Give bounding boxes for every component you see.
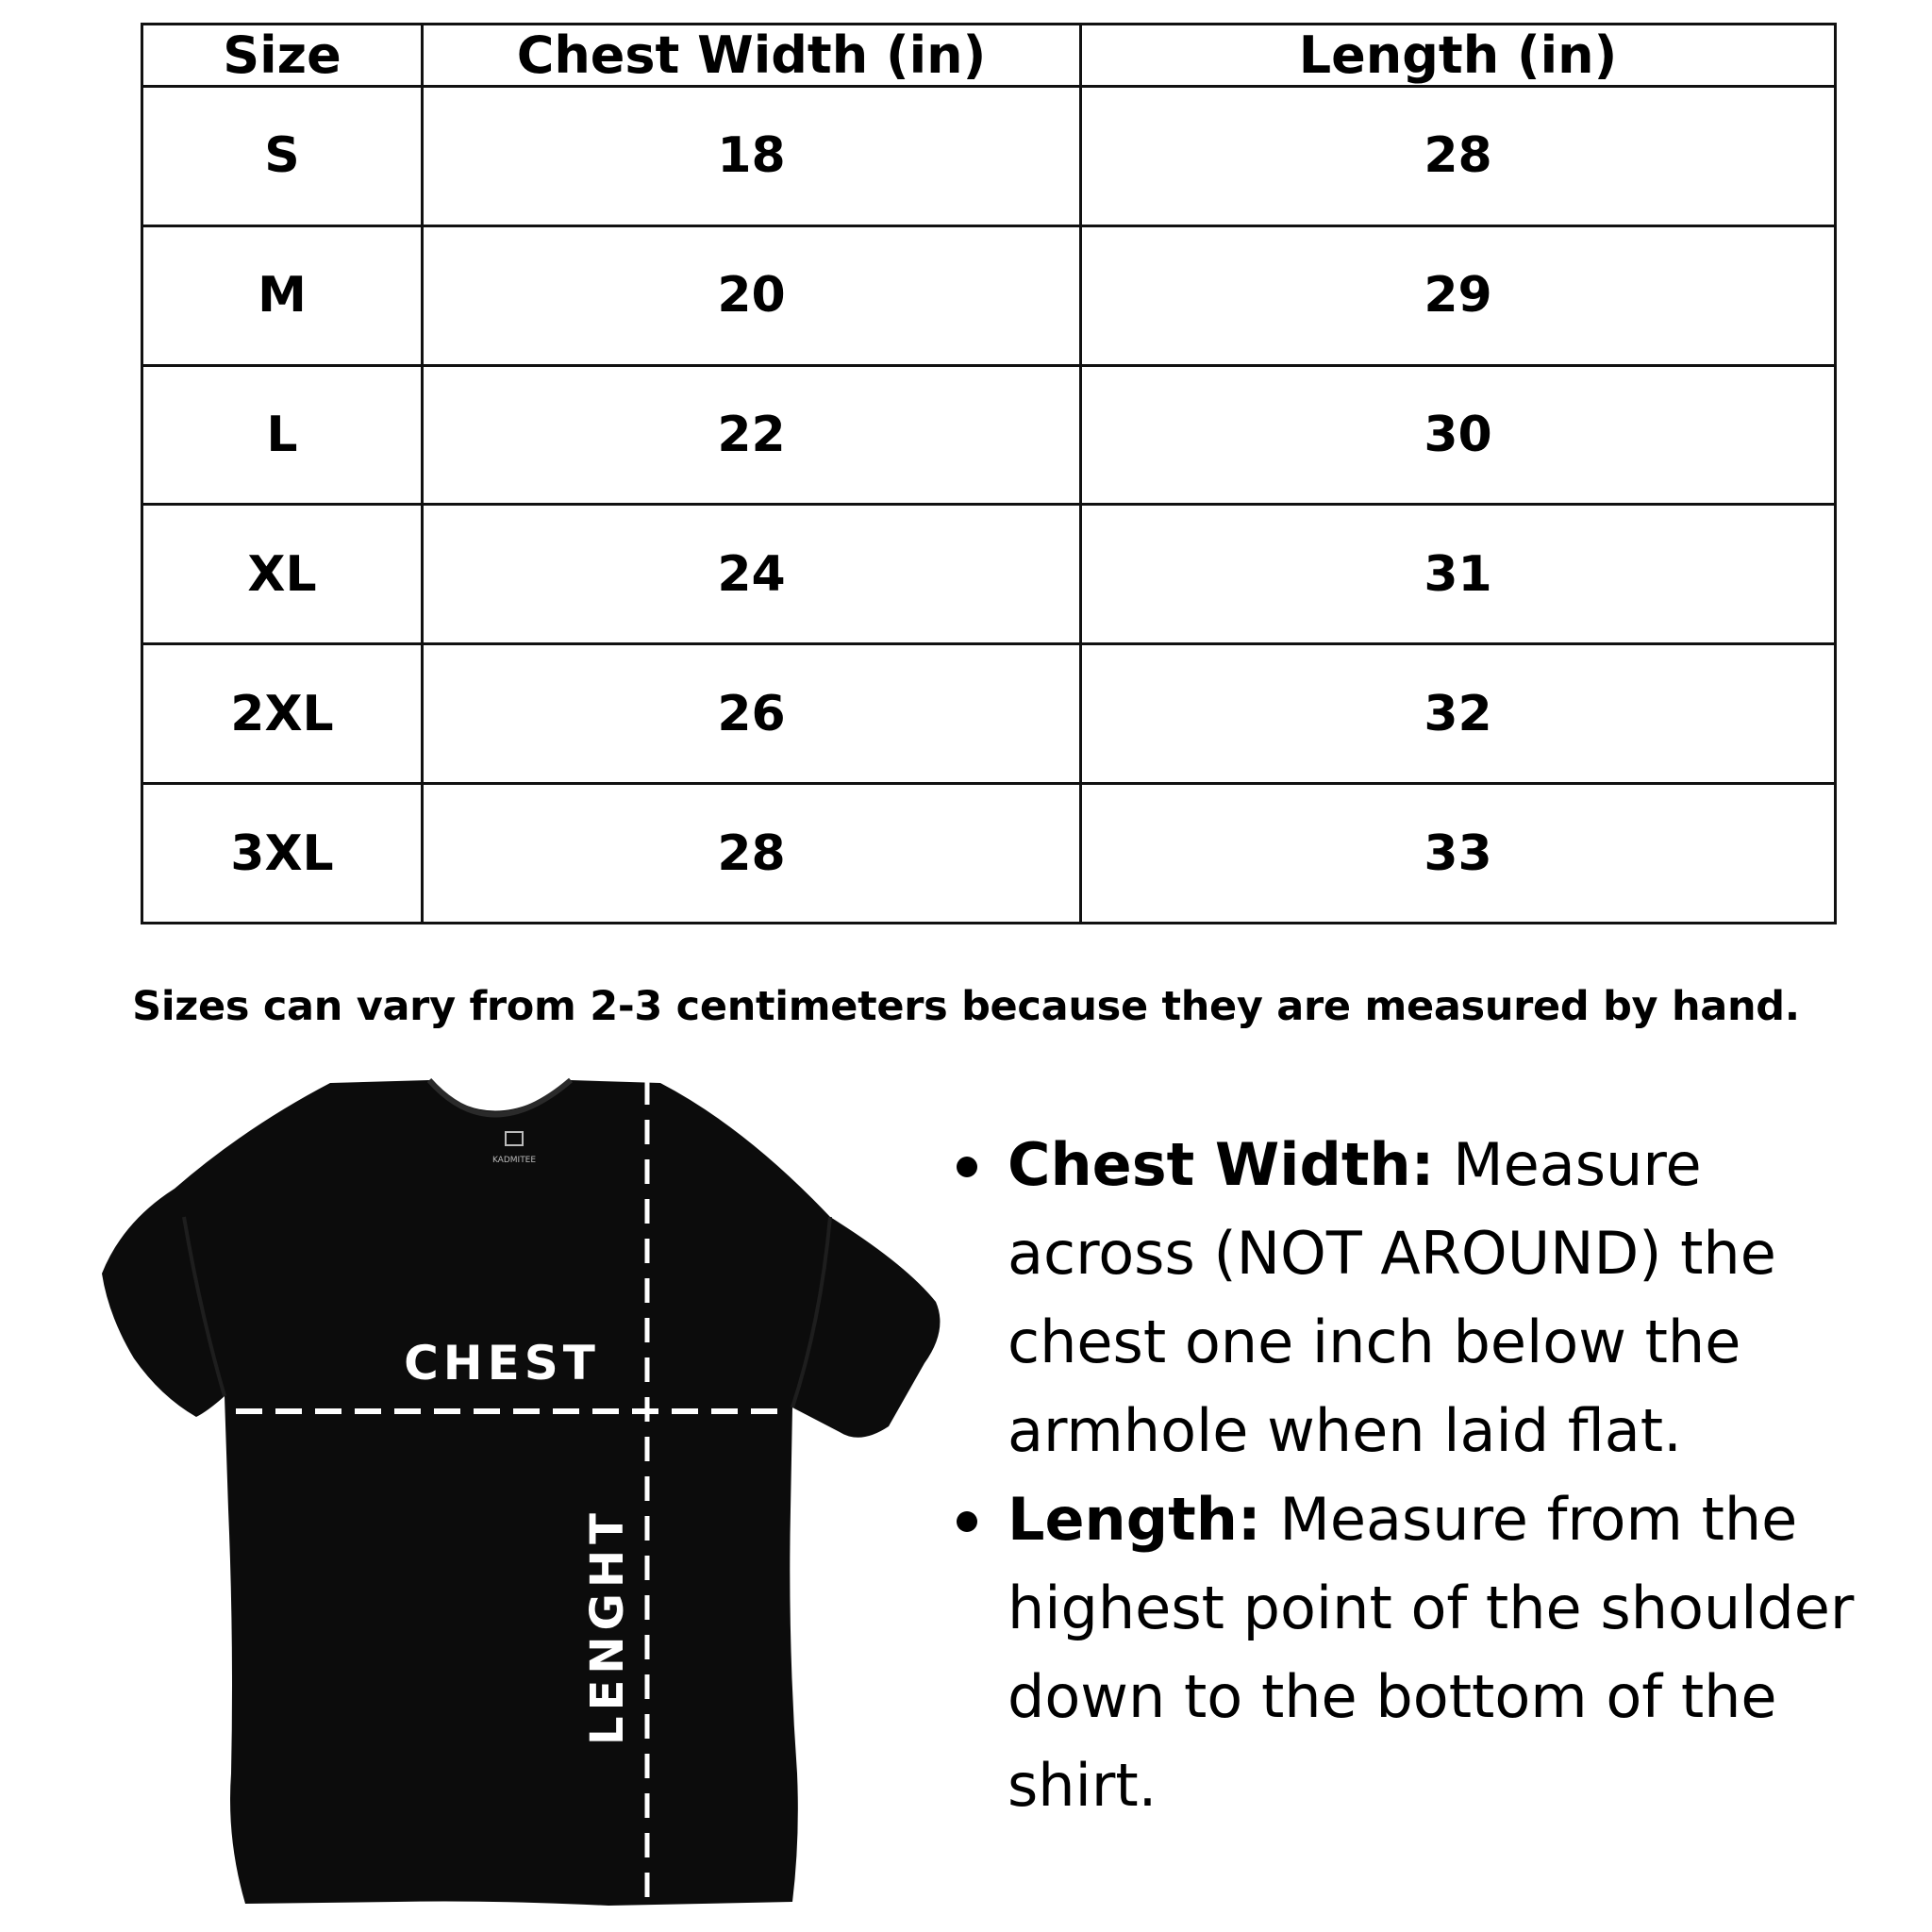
length-label: LENGHT — [581, 1507, 634, 1745]
instruction-text: Measure across (NOT AROUND) the chest one inch below the armhole when laid flat. — [1008, 1130, 1776, 1465]
cell-size: S — [142, 87, 423, 226]
table-header-row — [142, 25, 1836, 87]
cell-chest-width: 28 — [423, 784, 1081, 924]
tshirt-shape — [102, 1080, 940, 1906]
cell-length: 30 — [1081, 365, 1836, 505]
header-chest-width: Chest Width (in) — [423, 25, 1081, 87]
instruction-term: Length: — [1008, 1485, 1261, 1554]
cell-length: 32 — [1081, 644, 1836, 784]
table-row — [142, 225, 1836, 365]
cell-chest-width: 24 — [423, 505, 1081, 644]
instruction-term: Chest Width: — [1008, 1130, 1435, 1199]
shirt-diagram — [94, 1075, 943, 1906]
measurement-note: Sizes can vary from 2-3 centimeters because they are measured by hand. — [132, 983, 1800, 1030]
header-size: Size — [142, 25, 423, 87]
cell-size: 2XL — [142, 644, 423, 784]
cell-length: 31 — [1081, 505, 1836, 644]
chest-label: CHEST — [404, 1336, 600, 1391]
cell-size: XL — [142, 505, 423, 644]
cell-size: L — [142, 365, 423, 505]
cell-length: 29 — [1081, 225, 1836, 365]
cell-chest-width: 20 — [423, 225, 1081, 365]
cell-chest-width: 26 — [423, 644, 1081, 784]
cell-size: 3XL — [142, 784, 423, 924]
table-row — [142, 644, 1836, 784]
table-row — [142, 784, 1836, 924]
instruction-text: Measure from the highest point of the shoulder down to the bottom of the shirt. — [1008, 1485, 1855, 1820]
brand-logo-text: KADMITEE — [491, 1156, 537, 1165]
cell-chest-width: 22 — [423, 365, 1081, 505]
bullet-icon — [957, 1511, 977, 1532]
cell-length: 33 — [1081, 784, 1836, 924]
table-row — [142, 87, 1836, 226]
instruction-chest-width — [953, 1121, 1906, 1475]
bullet-icon — [957, 1157, 977, 1177]
measurement-instructions — [953, 1121, 1906, 1830]
cell-length: 28 — [1081, 87, 1836, 226]
size-chart-table — [141, 23, 1837, 924]
instruction-length — [953, 1475, 1906, 1830]
header-length: Length (in) — [1081, 25, 1836, 87]
table-row — [142, 505, 1836, 644]
shirt-illustration — [94, 1075, 943, 1906]
cell-chest-width: 18 — [423, 87, 1081, 226]
cell-size: M — [142, 225, 423, 365]
table-row — [142, 365, 1836, 505]
